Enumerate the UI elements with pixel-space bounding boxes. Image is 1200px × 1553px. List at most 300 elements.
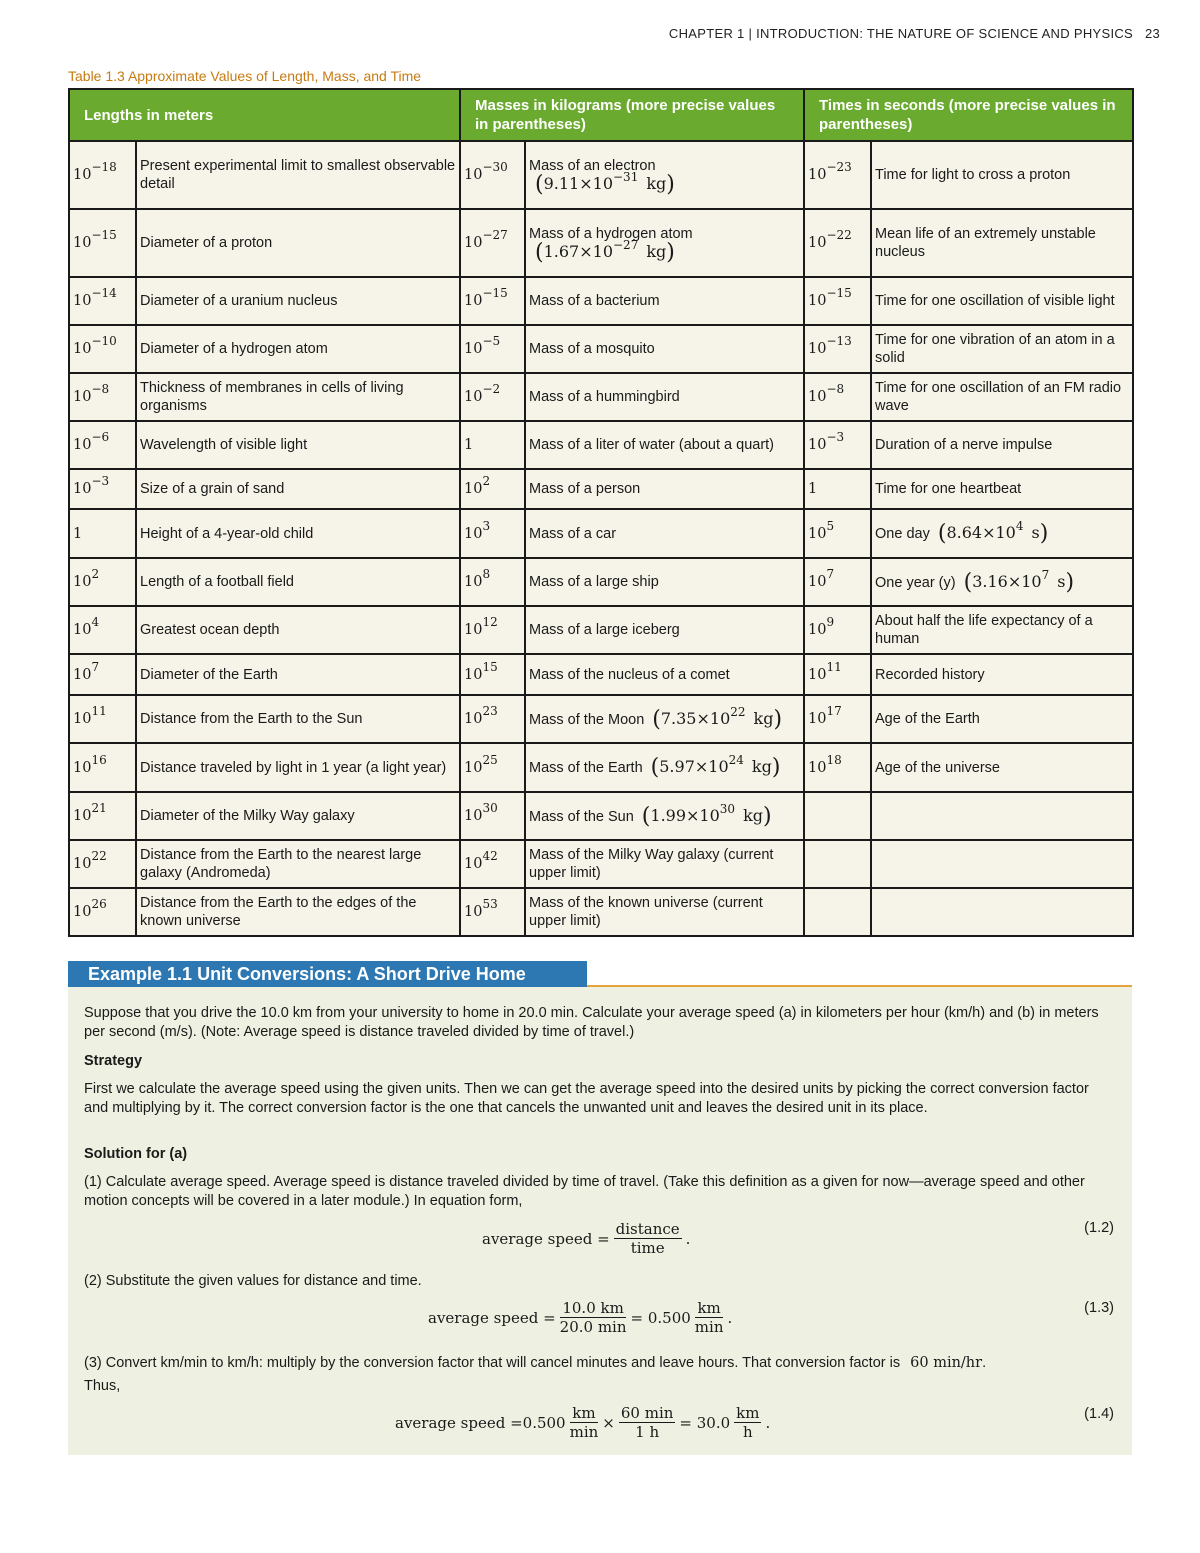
length-description: [136, 654, 460, 695]
table-row: [69, 277, 1133, 325]
length-base: 10: [73, 759, 92, 776]
length-description: [136, 141, 460, 209]
time-text: Mean life of an extremely unstable nucleus: [875, 226, 1096, 260]
eq3-denominator-3: h: [742, 1423, 753, 1441]
eq3-fraction-2: [619, 1404, 676, 1441]
time-description: [871, 141, 1133, 209]
length-text: Greatest ocean depth: [140, 622, 280, 638]
mass-text: Mass of a bacterium: [529, 293, 660, 309]
mass-base: 10: [464, 574, 483, 590]
mass-power: [460, 695, 525, 743]
time-text: One day: [875, 526, 930, 542]
time-power: [804, 558, 871, 606]
time-precise-unit: s: [1031, 523, 1040, 542]
solution-heading: Solution for (a): [84, 1146, 188, 1162]
time-exponent: −3: [826, 430, 845, 444]
step3-text-a: (3) Convert km/min to km/h: multiply by the conversion factor that will cancel minutes and leave hours. That conversion factor is: [84, 1355, 901, 1371]
eq3-lhs: average speed =0.500: [395, 1413, 566, 1432]
time-base: 10: [808, 574, 827, 590]
time-power: [804, 209, 871, 277]
example-body: [68, 987, 1132, 1455]
eq3-mid: = 30.0: [679, 1413, 731, 1432]
time-description: [871, 277, 1133, 325]
mass-text: Mass of the nucleus of a comet: [529, 666, 730, 683]
mass-precise-mantissa: 5.97×10: [659, 757, 729, 776]
table-row: [69, 421, 1133, 469]
time-power: [804, 840, 871, 888]
mass-power: [460, 606, 525, 654]
time-base: 10: [808, 711, 827, 727]
length-base: 10: [73, 574, 92, 590]
eq3-numerator-1: km: [572, 1404, 596, 1422]
mass-power: [460, 840, 525, 888]
time-base: 10: [808, 167, 827, 183]
length-exponent: −6: [91, 430, 110, 444]
time-text: Time for one oscillation of an FM radio wave: [875, 380, 1122, 414]
eq3-times: ×: [602, 1413, 615, 1432]
length-exponent: 2: [91, 567, 100, 581]
time-base: 10: [808, 437, 827, 453]
length-power: [69, 558, 136, 606]
time-exponent: 17: [826, 704, 842, 718]
table-row: [69, 792, 1133, 840]
mass-base: 10: [464, 856, 483, 872]
time-description: [871, 654, 1133, 695]
length-description: [136, 325, 460, 373]
time-text: Time for one oscillation of visible light: [875, 293, 1115, 309]
mass-text: Mass of the Milky Way galaxy (current upper limit): [529, 847, 774, 881]
mass-text: Mass of an electron: [529, 157, 656, 174]
length-power: [69, 695, 136, 743]
length-exponent: −10: [91, 334, 117, 348]
mass-power: [460, 509, 525, 558]
time-power: [804, 469, 871, 509]
time-exponent: −13: [826, 334, 852, 348]
length-exponent: −14: [91, 286, 117, 300]
table-row: [69, 888, 1133, 936]
mass-text: Mass of a mosquito: [529, 341, 655, 357]
length-base: 10: [73, 666, 92, 683]
time-base: 10: [808, 622, 827, 638]
mass-description: [525, 743, 804, 792]
length-base: 10: [73, 856, 92, 872]
mass-power: [460, 141, 525, 209]
time-description: [871, 373, 1133, 421]
time-precise-mantissa: 3.16×10: [972, 571, 1042, 591]
length-power: [69, 792, 136, 840]
length-base: 10: [73, 389, 92, 405]
equation-1-2: [482, 1220, 690, 1257]
length-power: [69, 840, 136, 888]
mass-exponent: 12: [482, 615, 498, 629]
length-base: 10: [73, 481, 92, 497]
time-description: [871, 743, 1133, 792]
step3-thus: Thus,: [84, 1378, 121, 1394]
length-description: [136, 606, 460, 654]
strategy-text: First we calculate the average speed using the given units. Then we can get the average speed into the desired units by picking the correct conversion factor and multiplying by it. The correct conversion factor is the one that cancels the unwanted unit and leaves the desired unit in its place.: [84, 1081, 1089, 1116]
length-description: [136, 421, 460, 469]
time-power: [804, 743, 871, 792]
length-description: [136, 277, 460, 325]
mass-power: [460, 743, 525, 792]
table-row: [69, 695, 1133, 743]
mass-description: [525, 888, 804, 936]
mass-precise-exponent: −27: [613, 237, 639, 252]
length-exponent: 21: [91, 801, 107, 815]
mass-precise-exponent: 24: [728, 753, 744, 767]
mass-description: [525, 695, 804, 743]
time-description: [871, 209, 1133, 277]
header-masses: Masses in kilograms (more precise values in parentheses): [460, 89, 804, 141]
length-base: 10: [73, 167, 92, 183]
example-title-bar: [68, 961, 1132, 987]
time-precise-exponent: 4: [1015, 519, 1024, 533]
mass-base: 10: [464, 759, 483, 776]
time-text: Age of the universe: [875, 759, 1000, 776]
mass-power: [460, 888, 525, 936]
length-base: 10: [73, 235, 92, 251]
length-exponent: −15: [91, 228, 117, 242]
header-lengths: Lengths in meters: [69, 89, 460, 141]
length-description: [136, 373, 460, 421]
time-power: [804, 421, 871, 469]
length-text: Diameter of a uranium nucleus: [140, 293, 338, 309]
eq2-fraction-1: [560, 1299, 627, 1336]
mass-exponent: 2: [482, 474, 491, 488]
time-description: [871, 558, 1133, 606]
time-base: 10: [808, 341, 827, 357]
length-text: Length of a football field: [140, 574, 294, 590]
length-text: Height of a 4-year-old child: [140, 525, 314, 542]
length-power: [69, 325, 136, 373]
length-text: Present experimental limit to smallest observable detail: [140, 158, 456, 192]
mass-base: 10: [464, 167, 483, 183]
mass-description: [525, 654, 804, 695]
time-exponent: 7: [826, 567, 835, 581]
eq1-tail: .: [685, 1229, 691, 1248]
time-power: [804, 325, 871, 373]
time-description: [871, 792, 1133, 840]
length-description: [136, 792, 460, 840]
running-head-title: CHAPTER 1 | INTRODUCTION: THE NATURE OF SCIENCE AND PHYSICS: [668, 26, 1134, 41]
time-description: [871, 469, 1133, 509]
time-text: Age of the Earth: [875, 711, 980, 727]
length-text: Diameter of a hydrogen atom: [140, 341, 328, 357]
length-description: [136, 558, 460, 606]
length-description: [136, 888, 460, 936]
eq1-denominator: time: [630, 1239, 665, 1257]
eq3-fraction-1: [570, 1404, 599, 1441]
example-title: Example 1.1 Unit Conversions: A Short Drive Home: [68, 961, 587, 987]
length-power: [69, 606, 136, 654]
length-power: [69, 209, 136, 277]
table-row: [69, 325, 1133, 373]
mass-precise-exponent: 30: [719, 801, 736, 816]
time-description: [871, 509, 1133, 558]
mass-text: Mass of a liter of water (about a quart): [529, 437, 775, 453]
time-exponent: −8: [826, 382, 845, 396]
length-description: [136, 509, 460, 558]
mass-text: Mass of the Sun: [529, 808, 634, 825]
length-exponent: 16: [91, 752, 107, 767]
mass-exponent: 25: [482, 752, 498, 767]
mass-base: 10: [464, 235, 483, 251]
mass-base: 10: [464, 904, 483, 920]
mass-description: [525, 421, 804, 469]
time-exponent: 11: [826, 659, 842, 674]
step1-text: (1) Calculate average speed. Average speed is distance traveled divided by time of travel. (Take this definition as a given for now—average speed and other motion concepts will be covered in a later module.) In equation form,: [84, 1174, 1085, 1209]
time-text: Time for one heartbeat: [875, 481, 1022, 497]
mass-power: [460, 558, 525, 606]
time-base: 10: [808, 389, 827, 405]
step3-conversion-factor: 60 min/hr: [910, 1355, 983, 1371]
equation-1-4-number: (1.4): [1084, 1406, 1114, 1422]
mass-exponent: −5: [482, 334, 501, 348]
table-row: [69, 743, 1133, 792]
mass-text: Mass of the known universe (current upper limit): [529, 895, 763, 929]
mass-text: Mass of a person: [529, 481, 641, 497]
mass-precise-mantissa: 7.35×10: [660, 708, 731, 728]
equation-1-2-number: (1.2): [1084, 1220, 1114, 1236]
mass-description: [525, 469, 804, 509]
mass-text: Mass of a large ship: [529, 574, 659, 590]
eq2-lhs: average speed =: [428, 1308, 556, 1327]
time-power: [804, 654, 871, 695]
mass-base: 10: [464, 481, 483, 497]
eq3-numerator-3: km: [736, 1404, 760, 1422]
mass-exponent: 30: [482, 801, 498, 815]
length-text: Distance from the Earth to the edges of the known universe: [140, 895, 417, 929]
time-power: [804, 141, 871, 209]
mass-exponent: −2: [482, 382, 501, 396]
time-description: [871, 695, 1133, 743]
time-power: [804, 606, 871, 654]
page-number: 23: [1144, 26, 1160, 41]
mass-precise-value: ($5.97\times 10^{24}$ kg): [650, 753, 781, 780]
length-exponent: 7: [91, 659, 100, 674]
time-text: About half the life expectancy of a human: [875, 613, 1093, 647]
mass-description: [525, 606, 804, 654]
mass-description: [525, 558, 804, 606]
length-base: 10: [73, 437, 92, 453]
length-power: [69, 743, 136, 792]
time-power: [804, 792, 871, 840]
mass-precise-mantissa: 1.67×10: [543, 241, 613, 261]
time-description: [871, 840, 1133, 888]
mass-text: Mass of the Earth: [529, 760, 643, 776]
length-text: Thickness of membranes in cells of living organisms: [140, 380, 404, 414]
mass-base: 10: [464, 808, 483, 824]
length-power: [69, 469, 136, 509]
time-exponent: 5: [826, 518, 835, 533]
mass-precise-unit: kg: [743, 805, 763, 825]
mass-precise-mantissa: 9.11×10: [543, 173, 613, 193]
mass-base: 10: [464, 622, 483, 638]
table-row: [69, 558, 1133, 606]
mass-text: Mass of a large iceberg: [529, 622, 680, 638]
mass-precise-unit: kg: [646, 173, 667, 193]
mass-base: 10: [464, 341, 483, 357]
mass-precise-value: ($7.35\times 10^{22}$ kg): [652, 704, 783, 732]
mass-precise-value: ($9.11\times 10^{-31}$ kg): [535, 169, 675, 197]
mass-exponent: −30: [482, 160, 508, 174]
length-text: Diameter of the Earth: [140, 666, 278, 683]
mass-power: [460, 373, 525, 421]
eq2-mid: = 0.500: [630, 1308, 691, 1327]
length-exponent: 22: [91, 849, 107, 863]
eq3-tail: .: [765, 1413, 771, 1432]
time-power: [804, 277, 871, 325]
time-base: 10: [808, 235, 827, 251]
eq3-denominator-2: 1 h: [635, 1423, 660, 1441]
time-base: 10: [808, 525, 827, 542]
mass-text: Mass of a car: [529, 525, 617, 542]
mass-power: [460, 654, 525, 695]
mass-power: [460, 277, 525, 325]
time-exponent: −15: [826, 286, 852, 300]
time-exponent: −22: [826, 228, 852, 242]
eq2-numerator-1: 10.0 km: [562, 1299, 624, 1317]
time-description: [871, 606, 1133, 654]
length-power: [69, 277, 136, 325]
length-exponent: −3: [91, 474, 110, 488]
eq2-denominator-2: min: [694, 1318, 724, 1336]
strategy-heading: Strategy: [84, 1053, 143, 1069]
equation-1-4: [395, 1404, 770, 1441]
length-base: 10: [73, 904, 92, 920]
table-body: [69, 141, 1133, 936]
mass-text: Mass of a hydrogen atom: [529, 225, 693, 242]
eq2-numerator-2: km: [697, 1299, 721, 1317]
table-row: [69, 654, 1133, 695]
table-row: [69, 606, 1133, 654]
time-exponent: −23: [826, 160, 852, 174]
example-intro: Suppose that you drive the 10.0 km from your university to home in 20.0 min. Calculate your average speed (a) in kilometers per hour (km/h) and (b) in meters per second (m/s). (Note: Average speed is distance traveled divided by time of travel.): [84, 1005, 1099, 1040]
time-base: 10: [808, 759, 827, 776]
mass-base: 10: [464, 666, 483, 683]
length-base: 10: [73, 341, 92, 357]
table-row: [69, 141, 1133, 209]
length-text: Size of a grain of sand: [140, 481, 285, 497]
length-exponent: 4: [91, 615, 100, 629]
eq2-denominator-1: 20.0 min: [559, 1318, 627, 1336]
time-precise-value: ($3.16\times 10^7$ s): [963, 567, 1075, 595]
length-description: [136, 840, 460, 888]
mass-precise-value: ($1.67\times 10^{-27}$ kg): [535, 237, 675, 265]
equation-1-3-number: (1.3): [1084, 1300, 1114, 1316]
mass-exponent: 3: [482, 518, 491, 533]
length-exponent: 11: [91, 704, 107, 718]
header-times: Times in seconds (more precise values in parentheses): [804, 89, 1133, 141]
time-text: Recorded history: [875, 666, 985, 683]
eq3-fraction-3: [734, 1404, 761, 1441]
time-description: [871, 888, 1133, 936]
mass-precise-exponent: −31: [613, 169, 639, 184]
length-exponent: −8: [91, 382, 110, 396]
length-text: Diameter of a proton: [140, 235, 273, 251]
length-power: [69, 373, 136, 421]
table-header-row: [69, 89, 1133, 141]
table-row: [69, 209, 1133, 277]
mass-description: [525, 840, 804, 888]
time-precise-unit: s: [1057, 571, 1066, 591]
mass-power: [460, 469, 525, 509]
values-table: [68, 88, 1134, 937]
mass-exponent: 23: [482, 704, 498, 718]
eq1-numerator: distance: [615, 1220, 680, 1238]
time-base: 10: [808, 293, 827, 309]
length-description: [136, 695, 460, 743]
mass-power: [460, 325, 525, 373]
time-precise-exponent: 7: [1041, 567, 1050, 582]
length-exponent: −18: [91, 160, 117, 174]
table-row: [69, 469, 1133, 509]
mass-exponent: 15: [482, 659, 498, 674]
length-base: 10: [73, 808, 92, 824]
mass-base: 10: [464, 293, 483, 309]
length-base: 10: [73, 711, 92, 727]
length-description: [136, 209, 460, 277]
time-exponent: 9: [826, 615, 835, 629]
eq1-fraction: [614, 1220, 682, 1257]
mass-description: [525, 509, 804, 558]
mass-power: [460, 792, 525, 840]
mass-base: 10: [464, 711, 483, 727]
mass-text: Mass of a hummingbird: [529, 389, 680, 405]
table-row: [69, 509, 1133, 558]
table-row: [69, 373, 1133, 421]
mass-precise-exponent: 22: [730, 704, 746, 719]
mass-precise-mantissa: 1.99×10: [650, 805, 720, 825]
mass-exponent: −15: [482, 286, 508, 300]
time-description: [871, 421, 1133, 469]
mass-description: [525, 373, 804, 421]
mass-description: [525, 209, 804, 277]
length-one: 1: [73, 525, 83, 542]
length-exponent: 26: [91, 897, 107, 911]
mass-description: [525, 277, 804, 325]
mass-exponent: 53: [482, 897, 498, 911]
mass-description: [525, 792, 804, 840]
running-head: [669, 26, 1160, 41]
mass-precise-unit: kg: [753, 708, 774, 728]
eq3-denominator-1: min: [569, 1423, 599, 1441]
time-base: 10: [808, 666, 827, 683]
length-description: [136, 469, 460, 509]
length-description: [136, 743, 460, 792]
mass-exponent: −27: [482, 228, 508, 242]
time-precise-value: ($8.64\times 10^4$ s): [937, 519, 1049, 546]
mass-base: 10: [464, 525, 483, 542]
mass-exponent: 42: [482, 849, 498, 863]
step2-text: (2) Substitute the given values for distance and time.: [84, 1273, 422, 1289]
length-power: [69, 141, 136, 209]
time-text: Time for light to cross a proton: [875, 167, 1071, 183]
time-exponent: 18: [826, 752, 842, 767]
length-power: [69, 888, 136, 936]
time-power: [804, 509, 871, 558]
eq3-numerator-2: 60 min: [620, 1404, 674, 1422]
length-text: Distance traveled by light in 1 year (a light year): [140, 759, 447, 776]
length-power: [69, 421, 136, 469]
length-power: [69, 509, 136, 558]
time-power: [804, 695, 871, 743]
length-text: Diameter of the Milky Way galaxy: [140, 808, 355, 824]
table-caption: Table 1.3 Approximate Values of Length, Mass, and Time: [68, 68, 422, 84]
time-power: [804, 373, 871, 421]
time-description: [871, 325, 1133, 373]
length-base: 10: [73, 293, 92, 309]
